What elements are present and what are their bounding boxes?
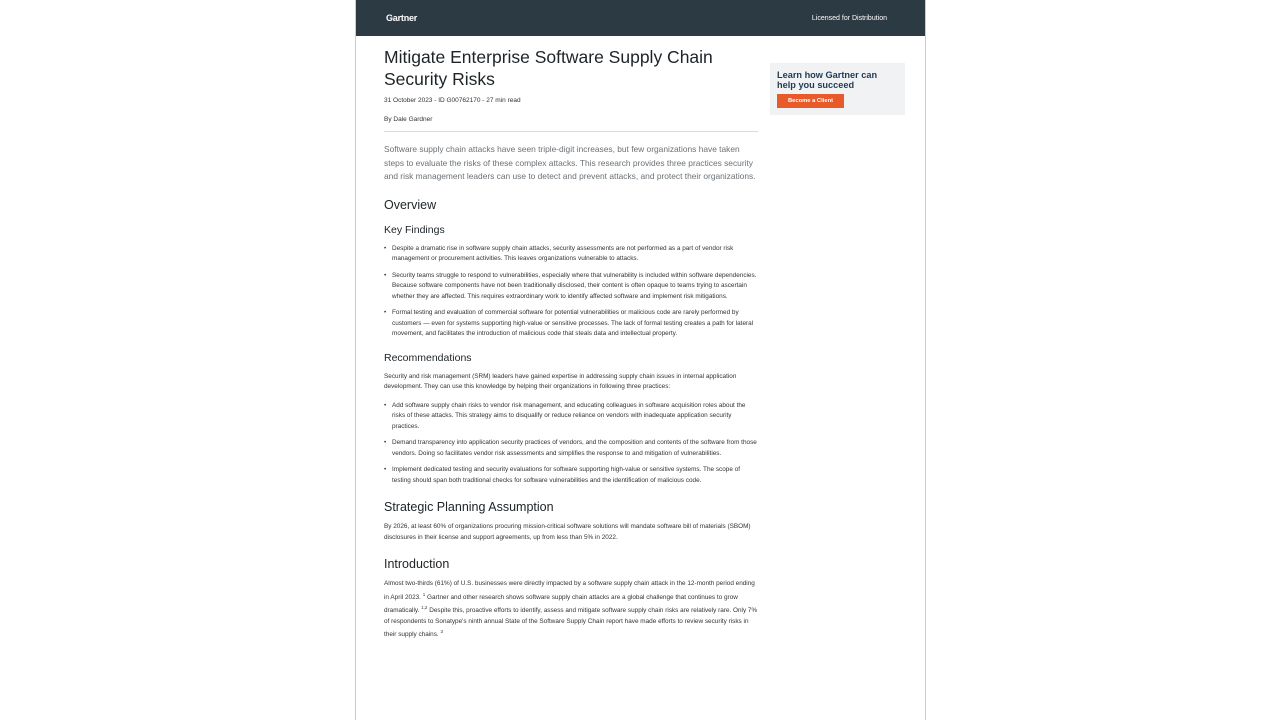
- list-item: • Demand transparency into application security practices of vendors, and the composition and contents of the software from those vendors. Doing so facilitates vendor risk assessments and simplifies the response to and mitigation of vulnerabilities.: [384, 438, 760, 459]
- author-byline: By Dale Gardner: [384, 116, 433, 123]
- introduction-heading: Introduction: [384, 557, 450, 571]
- findings-list: [384, 244, 760, 340]
- list-item: • Add software supply chain risks to vendor risk management, and educating colleagues in software acquisition roles about the risks of these attacks. This strategy aims to disqualify or reduce reliance on vendors with inadequate application security practices.: [384, 401, 760, 433]
- become-client-button[interactable]: Become a Client: [777, 94, 844, 108]
- list-item: • Despite a dramatic rise in software supply chain attacks, security assessments are not performed as a part of vendor risk management or procurement activities. This leaves organizations vulnerable to attacks.: [384, 244, 760, 265]
- strategic-text: By 2026, at least 60% of organizations procuring mission-critical software solutions will mandate software bill of materials (SBOM) disclosures in their license and support agreements, up from less than 5% in 2022.: [384, 523, 751, 541]
- document-page: [355, 0, 926, 720]
- intro-part-1: Almost two-thirds (61%) of U.S. businesses were directly impacted by a software supply chain attack in the 12-month period ending in April 2023.: [384, 580, 755, 601]
- list-item: • Formal testing and evaluation of commercial software for potential vulnerabilities or malicious code are rarely performed by customers — even for systems supporting high-value or sensitive processes. The lack of formal testing creates a path for lateral movement, and facilitates the introduction of malicious code that steals data and intellectual property.: [384, 308, 760, 340]
- recommendations-intro: Security and risk management (SRM) leaders have gained expertise in addressing supply chain issues in internal application development. They can use this knowledge by helping their organizations in following three practices:: [384, 372, 737, 390]
- intro-part-3: Despite this, proactive efforts to identify, assess and mitigate software supply chain risks are relatively rare. Only 7% of respondents to Sonatype's ninth annual State of the Software Supply Chain report have made efforts to review security risks in their supply chains.: [384, 607, 758, 639]
- list-item: • Security teams struggle to respond to vulnerabilities, especially where that vulnerability is included within software dependencies. Because software components have not been traditionally disclosed, their content is often opaque to teams trying to ascertain whether they are affected. This requires extraordinary work to identify affected software and implement risk mitigations.: [384, 271, 760, 303]
- strategic-heading: Strategic Planning Assumption: [384, 500, 554, 514]
- top-bar: [356, 0, 925, 36]
- page-title: Mitigate Enterprise Software Supply Chain Security Risks: [384, 47, 713, 89]
- overview-heading: Overview: [384, 197, 437, 212]
- gartner-logo[interactable]: Gartner: [386, 13, 418, 23]
- doc-meta: 31 October 2023 - ID G00762170 - 27 min read: [384, 97, 521, 104]
- footnote-ref-2[interactable]: 1,2: [421, 605, 428, 611]
- introduction-text: [384, 579, 760, 641]
- key-findings-heading: Key Findings: [384, 223, 445, 236]
- article-content: [384, 46, 760, 641]
- footnote-ref-1[interactable]: 1: [422, 591, 426, 597]
- licensed-label: Licensed for Distribution: [811, 14, 887, 22]
- recommendations-list: [384, 401, 760, 487]
- recommendations-heading: Recommendations: [384, 351, 472, 364]
- list-item: • Implement dedicated testing and security evaluations for software supporting high-value or sensitive systems. The scope of testing should span both traditional checks for software vulnerabilities and the identification of malicious code.: [384, 465, 760, 486]
- summary-text: Software supply chain attacks have seen triple-digit increases, but few organizations have taken steps to evaluate the risks of these complex attacks. This research provides three practices security and risk management leaders can use to detect and prevent attacks, and protect their organizations.: [384, 144, 756, 181]
- intro-part-2: Gartner and other research shows software supply chain attacks are a global challenge that continues to grow dramatically.: [384, 593, 738, 615]
- become-client-card: [770, 63, 905, 115]
- card-title: Learn how Gartner can help you succeed: [777, 70, 878, 90]
- footnote-ref-3[interactable]: 3: [440, 629, 443, 635]
- divider: [384, 131, 758, 132]
